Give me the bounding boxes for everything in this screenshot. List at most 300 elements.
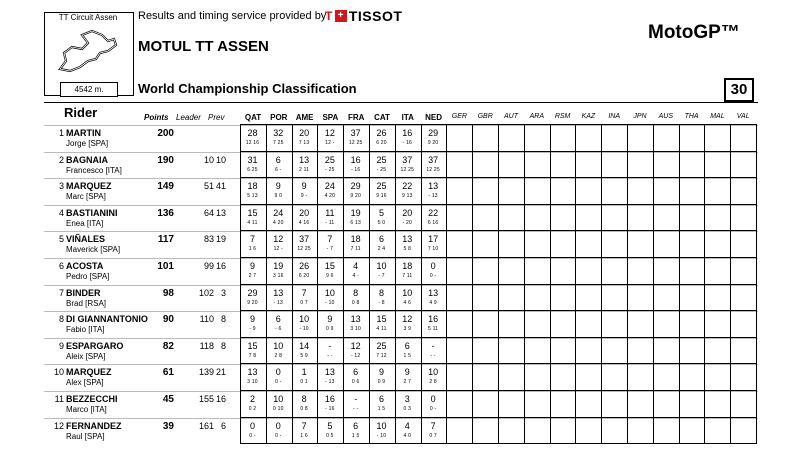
rider-surname: MARTIN [66,128,101,138]
result-cell [369,312,394,335]
points-header: Points [144,113,169,122]
event-points: 12 [273,234,284,245]
table-row [44,311,758,335]
rider-surname: MARQUEZ [66,181,112,192]
result-cell [266,232,291,255]
gap-to-leader: 118 [199,340,214,351]
sprint-race-points: - 6 [275,326,282,333]
event-header-ina: INA [608,113,621,120]
result-cell [343,419,368,442]
result-cell [292,232,317,255]
gap-to-previous: 13 [215,207,226,218]
sprint-race-points: - 25 [376,166,387,173]
sprint-race-points: 2 7 [403,379,412,386]
result-cell [343,232,368,255]
grid-row-line [240,337,756,338]
event-points: 37 [428,154,439,165]
sprint-race-points: - - [353,406,359,412]
sprint-race-points: 9 13 [402,193,413,200]
rider-rank: 10 [53,367,64,378]
table-row [44,364,758,388]
event-points: 37 [402,154,413,165]
sprint-race-points: - - [327,352,333,359]
sprint-race-points: 9 0 [274,193,283,200]
sprint-race-points: 1 6 [248,246,257,253]
event-header-ned: NED [425,113,443,122]
grid-column-line [756,124,757,444]
rider-surname: ESPARGARO [66,340,124,351]
event-points: 9 [249,314,255,325]
result-cell [266,179,291,202]
result-cell [317,179,342,202]
sprint-race-points: 12 25 [426,166,440,173]
event-points: 9 [404,367,410,378]
rider-rank: 4 [58,207,64,218]
rider-rank: 8 [58,314,64,325]
result-cell [343,339,368,362]
result-cell [317,153,342,176]
sprint-race-points: - 10 [325,299,335,306]
result-cell [266,206,291,229]
result-cell [292,206,317,229]
result-cell [292,419,317,442]
rider-points: 136 [157,207,174,219]
rider-given-name: Pedro [SPA] [66,272,110,281]
event-points: 2 [249,394,255,404]
event-points: 13 [428,181,439,192]
sprint-race-points: - 8 [378,299,385,306]
result-cell [343,179,368,202]
event-points: 37 [350,128,361,138]
event-points: 18 [402,261,413,271]
event-points: 6 [275,154,281,165]
gap-to-previous: 21 [215,367,226,378]
sprint-race-points: - 16 [325,406,335,412]
event-points: 25 [324,154,335,165]
event-points: 9 [327,314,333,325]
result-cell [317,392,342,415]
gap-to-previous: 19 [215,234,226,245]
gap-to-leader: 110 [199,314,214,325]
circuit-map-icon [52,25,122,77]
event-points: 19 [273,261,284,271]
event-points: 7 [430,420,436,431]
header-divider [44,102,758,103]
sprint-race-points: 7 11 [350,246,361,253]
sprint-race-points: 0 - [275,379,282,386]
rider-points: 90 [162,314,174,326]
gap-to-leader: 102 [198,287,214,298]
grid-row-line [240,390,756,391]
table-row [44,231,758,255]
rider-rank: 9 [58,340,64,351]
result-cell [317,126,342,149]
sprint-race-points: - 9 [249,326,256,333]
event-points: 15 [324,261,335,271]
result-cell [343,312,368,335]
event-points: 24 [273,207,284,218]
event-header-cat: CAT [374,113,390,122]
gap-to-leader: 155 [198,394,214,404]
event-points: 26 [299,261,310,271]
event-points: 13 [428,287,439,298]
sprint-race-points: 9 6 [326,273,334,279]
sprint-race-points: 0 2 [248,406,257,412]
event-points: 0 [430,394,436,404]
event-title: MOTUL TT ASSEN [138,38,269,55]
sprint-race-points: 3 10 [350,326,361,333]
sprint-race-points: 12 25 [297,246,311,253]
result-cell [317,206,342,229]
event-points: 15 [376,314,387,325]
rider-surname: BEZZECCHI [66,394,118,404]
sprint-race-points: - 13 [273,299,283,306]
result-cell [317,339,342,362]
gap-to-previous: 8 [220,314,226,325]
result-cell [317,419,342,442]
result-cell [266,312,291,335]
sprint-race-points: 3 9 [403,326,412,333]
event-points: 16 [428,314,439,325]
gap-to-previous: 16 [215,261,226,271]
rider-points: 101 [157,261,174,272]
rider-rank: 2 [58,154,64,165]
result-cell [240,365,265,388]
event-points: 7 [301,287,307,298]
event-points: 16 [324,394,335,404]
event-points: 10 [428,367,439,378]
rider-surname: BASTIANINI [66,207,118,218]
rider-given-name: Francesco [ITA] [66,165,122,175]
sprint-race-points: 7 10 [427,246,439,253]
sprint-race-points: 9 16 [376,193,387,200]
event-points: 8 [378,287,384,298]
classification-title: World Championship Classification [138,81,357,96]
table-row [44,125,758,149]
event-points: 10 [402,287,413,298]
result-cell [421,286,446,309]
sprint-race-points: 0 7 [300,299,308,306]
rider-rank: 3 [58,181,64,192]
sprint-race-points: 9 20 [247,299,258,306]
sprint-race-points: 3 16 [273,273,284,279]
rider-rank: 7 [58,287,64,298]
result-cell [421,312,446,335]
sprint-race-points: 2 8 [274,352,283,359]
result-cell [292,179,317,202]
result-cell [369,206,394,229]
event-points: 14 [299,340,310,351]
event-points: 0 [430,261,436,271]
sprint-race-points: - 11 [325,219,335,226]
sprint-race-points: 9 - [300,193,308,200]
result-cell [369,126,394,149]
swiss-cross-icon: + [335,10,347,22]
event-points: 8 [353,287,359,298]
event-points: 9 [275,181,281,192]
event-header-gbr: GBR [477,113,493,120]
gap-to-leader: 139 [198,367,214,378]
rider-rank: 12 [53,420,64,431]
table-row [44,338,758,362]
sprint-race-points: 1 5 [377,406,386,412]
event-header-val: VAL [736,113,750,120]
sprint-race-points: - 20 [402,219,412,226]
result-cell [421,259,446,282]
result-cell [395,286,420,309]
sprint-race-points: 6 25 [247,166,258,173]
result-cell [369,179,394,202]
rider-rank: 1 [58,128,64,138]
event-points: 20 [299,207,310,218]
result-cell [395,179,420,202]
event-points: 6 [275,314,281,325]
sprint-race-points: 2 11 [299,166,310,173]
grid-row-line [240,124,756,125]
event-points: 32 [273,128,284,138]
rider-surname: BINDER [66,287,101,298]
sprint-race-points: 6 - [275,166,282,173]
result-cell [395,392,420,415]
result-cell [395,365,420,388]
sprint-race-points: 3 10 [247,379,258,386]
result-cell [317,259,342,282]
event-points: 10 [376,420,387,431]
sprint-race-points: 0 1 [300,379,308,386]
result-cell [292,153,317,176]
event-header-ara: ARA [529,113,544,120]
grid-row-line [240,310,756,311]
result-cell [240,126,265,149]
event-points: 12 [324,128,335,138]
gap-to-previous: 41 [215,181,226,192]
rider-points: 149 [157,181,174,193]
sprint-race-points: 0 10 [273,406,284,412]
result-cell [395,153,420,176]
sprint-race-points: 4 9 [429,299,437,306]
leader-header: Leader [176,113,201,122]
sprint-race-points: 4 0 [403,432,412,439]
rider-given-name: Enea [ITA] [66,218,104,228]
sprint-race-points: - 12 [350,352,361,359]
sprint-race-points: 7 13 [298,140,310,146]
sprint-race-points: 0 7 [429,432,437,439]
result-cell [266,126,291,149]
result-cell [369,365,394,388]
sprint-race-points: 9 20 [350,193,361,200]
result-cell [292,365,317,388]
event-points: 6 [353,367,359,378]
sprint-race-points: 0 - [249,432,256,439]
result-cell [343,365,368,388]
event-points: 1 [301,367,307,378]
sprint-race-points: - 10 [376,432,387,439]
table-row [44,391,758,415]
sprint-race-points: 4 16 [298,219,310,226]
event-points: 25 [376,340,387,351]
sprint-race-points: 1 5 [403,352,412,359]
result-cell [266,286,291,309]
event-points: 16 [402,128,413,138]
result-cell [369,286,394,309]
result-cell [266,339,291,362]
result-cell [292,312,317,335]
grid-row-line [240,177,756,178]
event-points: 12 [402,314,413,325]
gap-to-previous: 16 [215,394,226,404]
rider-surname: MARQUEZ [66,367,112,378]
rider-surname: BAGNAIA [66,154,108,165]
gap-to-leader: 83 [203,234,214,245]
rider-points: 200 [157,128,174,139]
result-cell [395,259,420,282]
event-points: 25 [376,181,387,192]
event-points: 6 [353,420,359,431]
result-cell [421,232,446,255]
rider-points: 39 [162,420,174,432]
result-cell [292,392,317,415]
sprint-race-points: 0 - [429,273,437,279]
result-cell [395,419,420,442]
sprint-race-points: 5 0 [377,219,386,226]
sprint-race-points: 5 13 [247,193,258,200]
rider-rank: 6 [58,261,64,271]
sprint-race-points: 7 8 [248,352,257,359]
result-cell [240,153,265,176]
event-points: 15 [247,207,258,218]
sprint-race-points: 0 3 [403,406,412,412]
event-points: 0 [275,367,281,378]
result-cell [369,259,394,282]
event-points: - [328,340,332,351]
result-cell [240,179,265,202]
sprint-race-points: - - [430,352,436,359]
result-cell [292,126,317,149]
sprint-race-points: 4 - [352,273,359,279]
sprint-race-points: 5 8 [403,246,412,253]
event-points: 13 [324,367,335,378]
event-header-spa: SPA [322,113,339,122]
event-points: 25 [376,154,387,165]
sprint-race-points: 0 8 [300,406,308,412]
sprint-race-points: 12 - [273,246,283,253]
event-points: 5 [378,207,384,218]
event-points: 15 [247,340,258,351]
gap-to-leader: 161 [198,420,214,431]
sprint-race-points: 2 8 [429,379,437,386]
sprint-race-points: 6 16 [427,219,439,226]
result-cell [266,259,291,282]
result-cell [421,339,446,362]
sprint-race-points: 4 6 [403,299,412,306]
sprint-race-points: 4 11 [247,219,258,226]
sprint-race-points: 2 4 [377,246,386,253]
result-cell [343,286,368,309]
event-points: 7 [301,420,307,431]
result-cell [292,286,317,309]
event-header-aut: AUT [504,113,518,120]
event-points: 0 [275,420,281,431]
event-points: 29 [428,128,439,138]
rider-given-name: Jorge [SPA] [66,139,109,148]
grid-row-line [240,284,756,285]
result-cell [292,339,317,362]
table-row [44,152,758,176]
event-points: 22 [402,181,413,192]
table-row [44,285,758,309]
event-points: 17 [428,234,439,245]
sprint-race-points: 0 9 [377,379,386,386]
event-points: 7 [249,234,255,245]
event-points: 13 [299,154,310,165]
event-points: 10 [324,287,335,298]
sprint-race-points: 7 11 [402,273,413,279]
sprint-race-points: 12 25 [400,166,415,173]
result-cell [421,126,446,149]
sprint-race-points: 5 9 [300,352,308,359]
event-points: 13 [273,287,284,298]
rider-given-name: Fabio [ITA] [66,325,105,335]
result-cell [395,312,420,335]
sprint-race-points: 0 - [275,432,282,439]
sprint-race-points: 5 11 [428,326,439,333]
event-points: 12 [350,340,361,351]
sprint-race-points: 1 5 [351,432,360,439]
grid-row-line [240,151,756,152]
event-points: - [354,394,358,404]
grid-row-line [240,363,756,364]
sprint-race-points: - 10 [299,326,309,333]
event-points: 31 [247,154,258,165]
prev-header: Prev [208,113,225,122]
table-row [44,205,758,229]
event-points: 29 [247,287,258,298]
gap-to-previous: 6 [220,420,226,431]
event-header-ame: AME [295,113,314,122]
sprint-race-points: 1 6 [300,432,308,439]
event-points: 29 [350,181,361,192]
result-cell [266,392,291,415]
event-header-ita: ITA [401,113,414,122]
event-points: 18 [247,181,258,192]
result-cell [266,365,291,388]
result-cell [240,419,265,442]
event-points: 16 [350,154,361,165]
event-points: 13 [247,367,258,378]
sprint-race-points: 12 25 [348,140,363,146]
sprint-race-points: 2 7 [248,273,257,279]
rider-surname: DI GIANNANTONIO [66,314,148,325]
rider-given-name: Raul [SPA] [66,431,105,441]
sprint-race-points: - 13 [428,193,438,200]
gap-to-previous: 10 [215,154,226,165]
result-cell [421,179,446,202]
event-points: 13 [350,314,361,325]
event-points: 6 [378,394,384,404]
event-points: 0 [249,420,255,431]
sprint-race-points: - 16 [402,140,412,146]
grid-row-line [240,230,756,231]
gap-to-leader: 99 [203,261,214,271]
table-row [44,418,758,442]
event-header-tha: THA [684,113,699,120]
rider-header: Rider [64,105,98,120]
event-points: 22 [428,207,439,218]
sprint-race-points: 0 - [429,406,437,412]
event-points: 9 [301,181,307,192]
grid-row-line [240,204,756,205]
rider-surname: FERNANDEZ [66,420,122,431]
